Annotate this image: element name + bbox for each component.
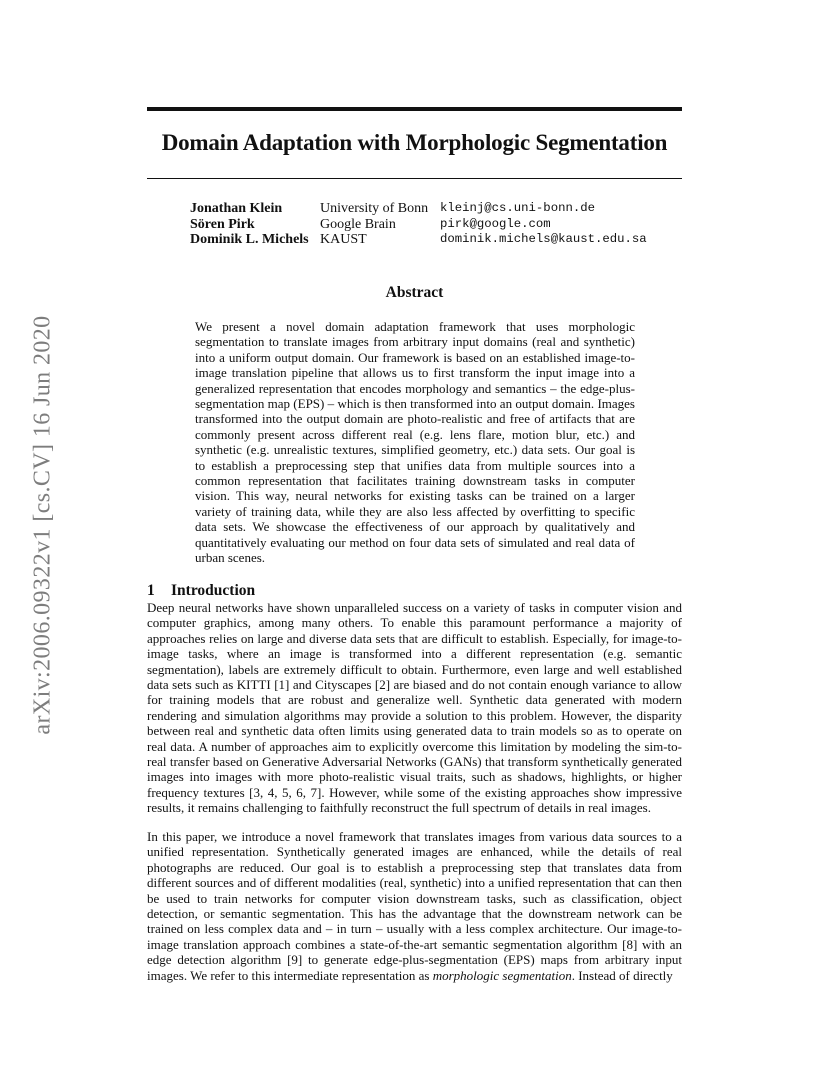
author-name: Sören Pirk: [190, 216, 255, 232]
section-heading: [147, 582, 255, 600]
intro-paragraph-2: [147, 829, 682, 983]
paper-title: Domain Adaptation with Morphologic Segmentation: [161, 130, 668, 155]
author-email: pirk@google.com: [440, 216, 551, 231]
author-row: [190, 232, 647, 248]
title-rule-bottom: [147, 178, 682, 179]
author-email: dominik.michels@kaust.edu.sa: [440, 232, 647, 246]
author-name: Dominik L. Michels: [190, 232, 309, 247]
author-email: kleinj@cs.uni-bonn.de: [440, 201, 595, 215]
intro-paragraph-2-tail: . Instead of directly: [571, 967, 673, 983]
intro-paragraph-1: Deep neural networks have shown unparalleled success on a variety of tasks in computer vision and computer graphics, among many others. To enable this paramount performance a majority of approaches relies on large and diverse data sets that are difficult to establish. Especially, for image-to-image tasks, where an image is transformed into a different representation (e.g. semantic segmentation), labels are extremely difficult to obtain. Furthermore, even large and well established data sets such as KITTI [1] and Cityscapes [2] are biased and do not contain enough variance to allow for training models that are robust and generalize well. Synthetic data generated with modern rendering and simulation algorithms may provide a solution to this problem. However, the disparity between real and synthetic data often limits using generated data to train models so as to operate on real data. A number of approaches aim to explicitly overcome this limitation by modeling the sim-to-real transfer based on Generative Adversarial Networks (GANs) that transform synthetically generated images into images with more photo-realistic visual traits, such as shadows, highlights, or higher frequency textures [3, 4, 5, 6, 7]. However, while some of the existing approaches show impressive results, it remains challenging to faithfully reconstruct the full spectrum of details in real images.: [147, 600, 682, 816]
author-row: [190, 201, 647, 217]
author-name: Jonathan Klein: [190, 201, 283, 216]
author-affiliation: University of Bonn: [320, 201, 429, 216]
author-affiliation: KAUST: [320, 232, 367, 247]
author-affiliation: Google Brain: [320, 216, 396, 232]
arxiv-identifier: arXiv:2006.09322v1 [cs.CV] 16 Jun 2020: [29, 315, 56, 735]
section-number: 1: [147, 582, 155, 599]
intro-paragraph-2-emphasis: morphologic segmentation: [432, 967, 572, 983]
author-block: [190, 201, 647, 248]
intro-paragraph-2-text: In this paper, we introduce a novel framework that translates images from various data sources to a unified representation. Synthetically generated images are enhanced, while the details of real photographs are reduced. Our goal is to establish a preprocessing step that translates data from different sources and of different modalities (real, synthetic) into a unified representation that can then be used to train networks for computer vision downstream tasks, such as classification, object detection, or semantic segmentation. This has the advantage that the downstream network can be trained on less complex data and – in turn – usually with a less complex architecture. Our image-to-image translation approach combines a state-of-the-art semantic segmentation algorithm [8] with an edge detection algorithm [9] to generate edge-plus-segmentation (EPS) maps from arbitrary input images. We refer to this intermediate representation as: [147, 829, 682, 983]
title-rule-top: [147, 107, 682, 111]
section-title: Introduction: [171, 582, 256, 599]
abstract-heading: Abstract: [385, 284, 444, 301]
author-row: [190, 217, 647, 233]
abstract-text: We present a novel domain adaptation framework that uses morphologic segmentation to translate images from arbitrary input domains (real and synthetic) into a uniform output domain. Our framework is based on an established image-to-image translation pipeline that allows us to first transform the input image into a generalized representation that encodes morphology and semantics – the edge-plus-segmentation map (EPS) – which is then transformed into an output domain. Images transformed into the output domain are photo-realistic and free of artifacts that are commonly present across different real (e.g. lens flare, motion blur, etc.) and synthetic (e.g. unrealistic textures, simplified geometry, etc.) data sets. Our goal is to establish a preprocessing step that unifies data from multiple sources into a common representation that facilitates training downstream tasks in computer vision. This way, neural networks for existing tasks can be trained on a larger variety of training data, while they are also less affected by overfitting to specific data sets. We showcase the effectiveness of our approach by qualitatively and quantitatively evaluating our method on four data sets of simulated and real data of urban scenes.: [195, 319, 635, 566]
